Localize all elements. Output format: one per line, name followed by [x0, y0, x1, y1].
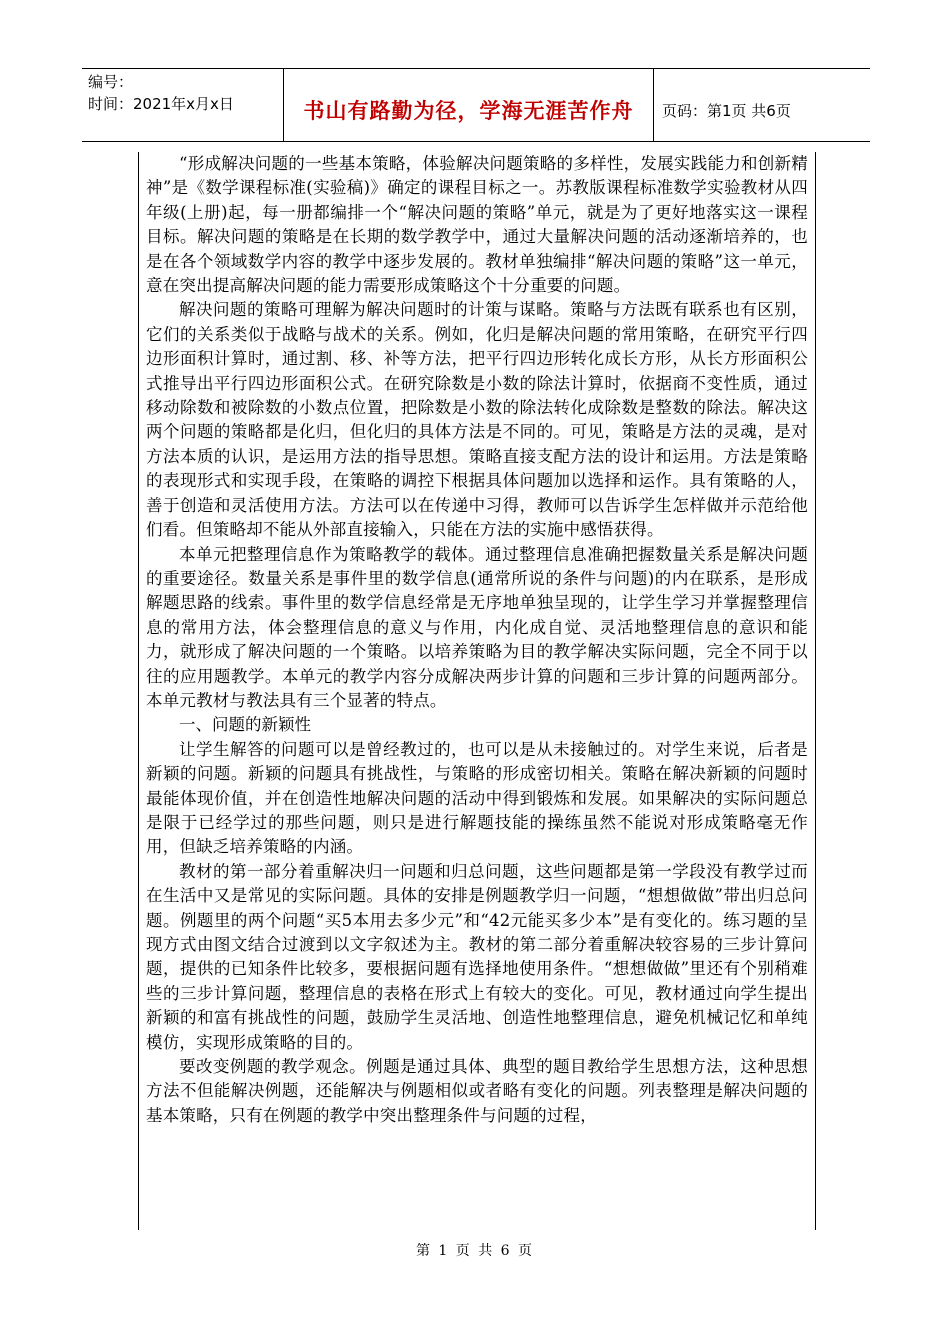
document-body	[138, 152, 816, 1230]
page-header	[82, 68, 870, 142]
paragraph: 本单元把整理信息作为策略教学的载体。通过整理信息准确把握数量关系是解决问题的重要途径。数量关系是事件里的数学信息(通常所说的条件与问题)的内在联系，是形成解题思路的线索。事件里的数学信息经常是无序地单独呈现的，让学生学习并掌握整理信息的常用方法，体会整理信息的意义与作用，内化成自觉、灵活地整理信息的意识和能力，就形成了解决问题的一个策略。以培养策略为目的教学解决实际问题，完全不同于以往的应用题教学。本单元的教学内容分成解决两步计算的问题和三步计算的问题两部分。本单元教材与教法具有三个显著的特点。	[146, 544, 808, 710]
section-heading: 一、问题的新颖性	[179, 715, 311, 735]
doc-number: 编号：	[88, 73, 134, 91]
paragraph: 要改变例题的教学观念。例题是通过具体、典型的题目教给学生思想方法，这种思想方法不但能解决例题，还能解决与例题相似或者略有变化的问题。列表整理是解决问题的基本策略，只有在例题的教学中突出整理条件与问题的过程，	[146, 1057, 808, 1125]
paragraph: “形成解决问题的一些基本策略，体验解决问题策略的多样性，发展实践能力和创新精神”是《数学课程标准(实验稿)》确定的课程目标之一。苏教版课程标准数学实验教材从四年级(上册)起，每一册都编排一个“解决问题的策略”单元，就是为了更好地落实这一课程目标。解决问题的策略是在长期的数学教学中，通过大量解决问题的活动逐渐培养的，也是在各个领域数学内容的教学中逐步发展的。教材单独编排“解决问题的策略”这一单元，意在突出提高解决问题的能力需要形成策略这个十分重要的问题。	[146, 154, 808, 296]
page-footer: 第 1 页 共 6 页	[415, 1243, 535, 1259]
motto: 书山有路勤为径，学海无涯苦作舟	[303, 99, 634, 123]
page-info: 页码：第1页 共6页	[662, 101, 791, 120]
header-motto-cell	[284, 69, 654, 141]
paragraph: 教材的第一部分着重解决归一问题和归总问题，这些问题都是第一学段没有教学过而在生活中又是常见的实际问题。具体的安排是例题教学归一问题，“想想做做”带出归总问题。例题里的两个问题“买5本用去多少元”和“42元能买多少本”是有变化的。练习题的呈现方式由图文结合过渡到以文字叙述为主。教材的第二部分着重解决较容易的三步计算问题，提供的已知条件比较多，要根据问题有选择地使用条件。“想想做做”里还有个别稍难些的三步计算问题，整理信息的表格在形式上有较大的变化。可见，教材通过向学生提出新颖的和富有挑战性的问题，鼓励学生灵活地、创造性地整理信息，避免机械记忆和单纯模仿，实现形成策略的目的。	[146, 861, 808, 1052]
paragraph: 解决问题的策略可理解为解决问题时的计策与谋略。策略与方法既有联系也有区别，它们的关系类似于战略与战术的关系。例如，化归是解决问题的常用策略，在研究平行四边形面积计算时，通过割、移、补等方法，把平行四边形转化成长方形，从长方形面积公式推导出平行四边形面积公式。在研究除数是小数的除法计算时，依据商不变性质，通过移动除数和被除数的小数点位置，把除数是小数的除法转化成除数是整数的除法。解决这两个问题的策略都是化归，但化归的具体方法是不同的。可见，策略是方法的灵魂，是对方法本质的认识，是运用方法的指导思想。策略直接支配方法的设计和运用。方法是策略的表现形式和实现手段，在策略的调控下根据具体问题加以选择和运作。具有策略的人，善于创造和灵活使用方法。方法可以在传递中习得，教师可以告诉学生怎样做并示范给他们看。但策略却不能从外部直接输入，只能在方法的实施中感悟获得。	[146, 300, 808, 540]
doc-date: 时间：2021年x月x日	[88, 95, 234, 113]
header-page-cell	[654, 69, 870, 141]
paragraph: 让学生解答的问题可以是曾经教过的，也可以是从未接触过的。对学生来说，后者是新颖的问题。新颖的问题具有挑战性，与策略的形成密切相关。策略在解决新颖的问题时最能体现价值，并在创造性地解决问题的活动中得到锻炼和发展。如果解决的实际问题总是限于已经学过的那些问题，则只是进行解题技能的操练虽然不能说对形成策略毫无作用，但缺乏培养策略的内涵。	[146, 739, 808, 857]
header-meta	[82, 69, 284, 141]
